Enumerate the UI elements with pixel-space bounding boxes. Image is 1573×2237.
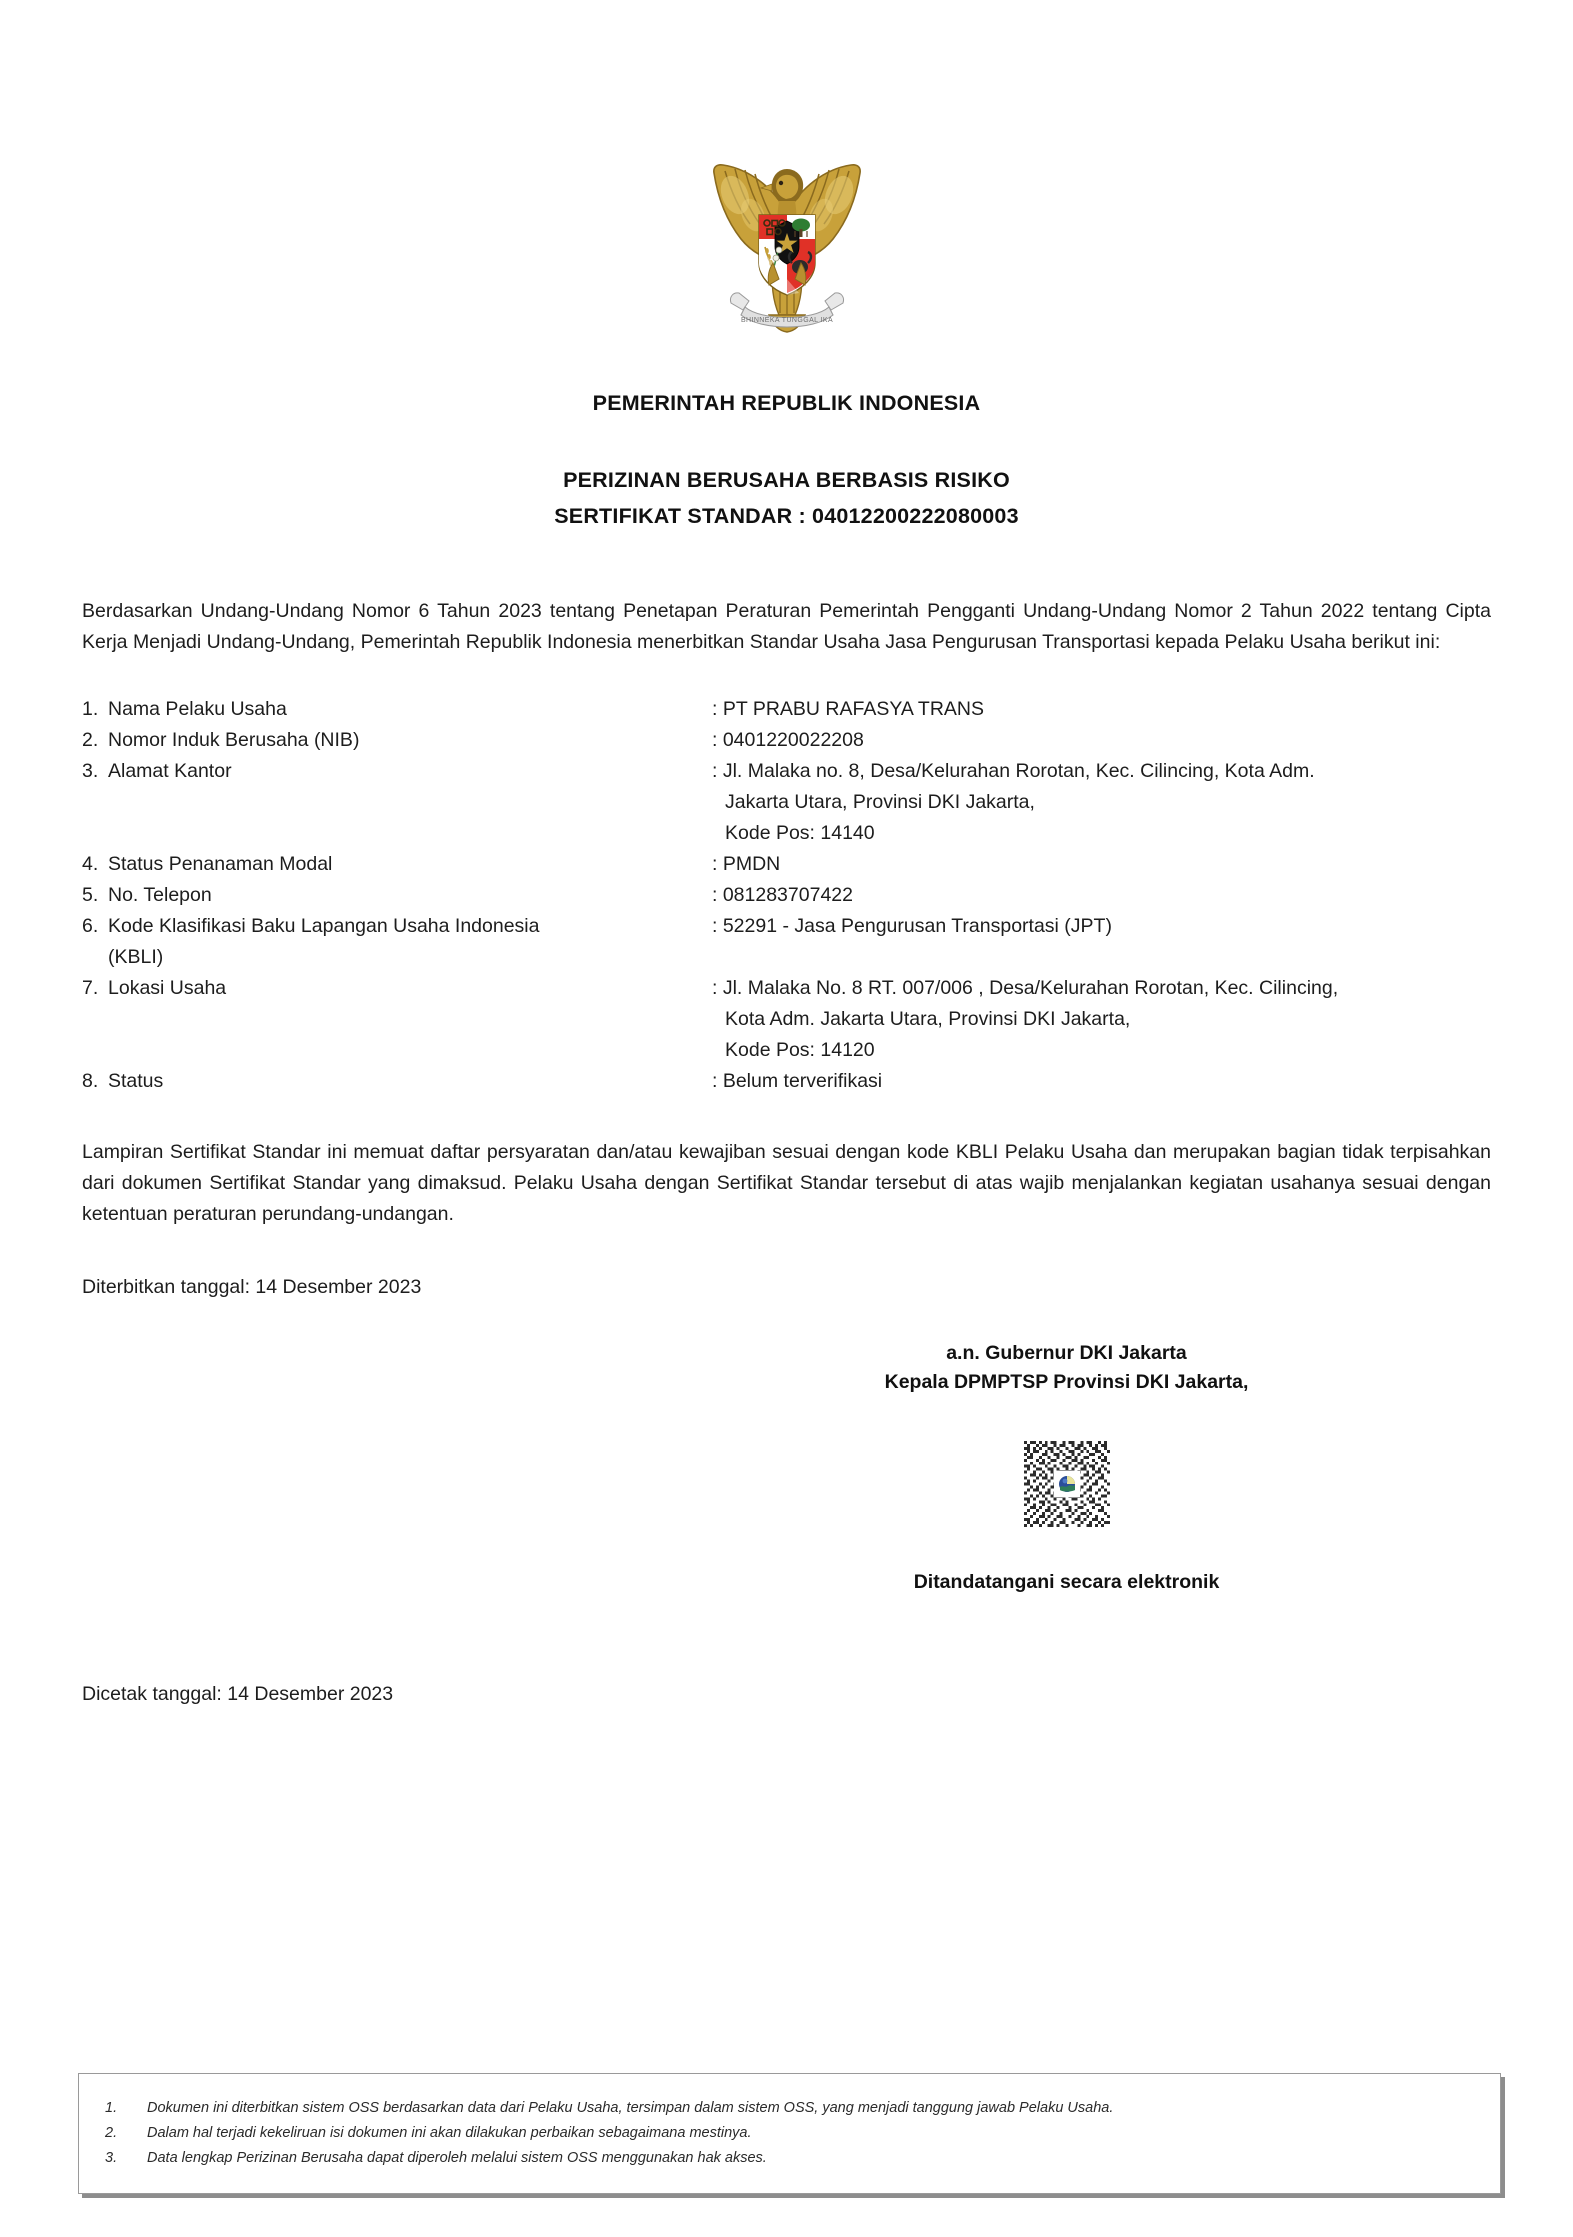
detail-value-line-4: : PMDN: [712, 853, 781, 875]
detail-value-line-8: : Belum terverifikasi: [712, 1070, 883, 1092]
table-row: [82, 756, 1491, 849]
detail-value-2: [712, 725, 1491, 756]
detail-label-3: [82, 756, 712, 849]
detail-number-3: 3.: [82, 760, 99, 782]
detail-number-1: 1.: [82, 698, 99, 720]
footer-note-number-3: 3.: [105, 2150, 118, 2166]
detail-value-3: [712, 756, 1491, 849]
detail-number-4: 4.: [82, 853, 99, 875]
table-row: [82, 849, 1491, 880]
intro-paragraph: Berdasarkan Undang-Undang Nomor 6 Tahun 2023 tentang Penetapan Peraturan Pemerintah Pengganti Undang-Undang Nomor 2 Tahun 2022 tentang Cipta Kerja Menjadi Undang-Undang, Pemerintah Republik Indonesia menerbitkan Standar Usaha Jasa Pengurusan Transportasi kepada Pelaku Usaha berikut ini:: [82, 600, 1491, 653]
detail-number-5: 5.: [82, 884, 99, 906]
table-row: [82, 880, 1491, 911]
table-row: [82, 911, 1491, 973]
signature-authority-line2: Kepala DPMPTSP Provinsi DKI Jakarta,: [884, 1371, 1249, 1393]
footer-note-number-1: 1.: [105, 2100, 118, 2116]
list-item: [105, 2121, 1474, 2146]
qr-code[interactable]: [1024, 1441, 1110, 1527]
detail-number-7: 7.: [82, 977, 99, 999]
detail-label-text-6: Kode Klasifikasi Baku Lapangan Usaha Indonesia: [108, 915, 540, 937]
table-row: [82, 973, 1491, 1066]
detail-number-2: 2.: [82, 729, 99, 751]
garuda-pancasila-emblem: [687, 155, 887, 353]
table-row: [82, 1066, 1491, 1097]
detail-label-1: [82, 694, 712, 725]
detail-value-8: [712, 1066, 1491, 1097]
signature-authority-line1: a.n. Gubernur DKI Jakarta: [946, 1342, 1187, 1364]
detail-value-cont-3-2: Kode Pos: 14140: [725, 822, 875, 844]
list-item: [105, 2146, 1474, 2171]
detail-label-text-2: Nomor Induk Berusaha (NIB): [108, 729, 360, 751]
detail-label-text-8: Status: [108, 1070, 164, 1092]
detail-label-text-4: Status Penanaman Modal: [108, 853, 333, 875]
detail-number-8: 8.: [82, 1070, 99, 1092]
detail-label-text-5: No. Telepon: [108, 884, 212, 906]
list-item: [105, 2096, 1474, 2121]
qr-center-logo: [1054, 1471, 1080, 1497]
detail-value-5: [712, 880, 1491, 911]
issued-date: Diterbitkan tanggal: 14 Desember 2023: [82, 1276, 422, 1298]
detail-label-text-7: Lokasi Usaha: [108, 977, 227, 999]
detail-label-5: [82, 880, 712, 911]
detail-value-1: [712, 694, 1491, 725]
electronic-signature-note: Ditandatangani secara elektronik: [913, 1571, 1220, 1593]
svg-text:BHINNEKA TUNGGAL IKA: BHINNEKA TUNGGAL IKA: [740, 317, 833, 324]
detail-value-line-3: : Jl. Malaka no. 8, Desa/Kelurahan Rorotan, Kec. Cilincing, Kota Adm.: [712, 760, 1315, 782]
header-country: PEMERINTAH REPUBLIK INDONESIA: [592, 391, 981, 415]
footer-notes-list: [105, 2096, 1474, 2171]
printed-date: Dicetak tanggal: 14 Desember 2023: [82, 1683, 394, 1705]
detail-value-line-2: : 0401220022208: [712, 729, 864, 751]
detail-label-6: [82, 911, 712, 973]
detail-label-4: [82, 849, 712, 880]
signature-block: [82, 1339, 1491, 1594]
detail-value-line-6: : 52291 - Jasa Pengurusan Transportasi (JPT): [712, 915, 1112, 937]
details-table: [82, 694, 1491, 1097]
detail-value-cont-7-1: Kota Adm. Jakarta Utara, Provinsi DKI Jakarta,: [725, 1008, 1131, 1030]
detail-label-2: [82, 725, 712, 756]
detail-number-6: 6.: [82, 915, 99, 937]
qr-code-container: [642, 1441, 1491, 1527]
emblem-container: [0, 0, 1573, 353]
footer-note-text-2: Dalam hal terjadi kekeliruan isi dokumen ini akan dilakukan perbaikan sebagaimana mestinya.: [147, 2125, 752, 2141]
detail-value-cont-3-1: Jakarta Utara, Provinsi DKI Jakarta,: [725, 791, 1035, 813]
detail-label-text-1: Nama Pelaku Usaha: [108, 698, 287, 720]
header-title-line2: SERTIFIKAT STANDAR : 04012200222080003: [554, 504, 1019, 528]
table-row: [82, 694, 1491, 725]
detail-label-7: [82, 973, 712, 1066]
detail-value-cont-7-2: Kode Pos: 14120: [725, 1039, 875, 1061]
detail-value-line-1: : PT PRABU RAFASYA TRANS: [712, 698, 985, 720]
detail-label-text-3: Alamat Kantor: [108, 760, 232, 782]
detail-value-line-5: : 081283707422: [712, 884, 853, 906]
detail-value-line-7: : Jl. Malaka No. 8 RT. 007/006 , Desa/Kelurahan Rorotan, Kec. Cilincing,: [712, 977, 1339, 999]
detail-value-6: [712, 911, 1491, 973]
qr-logo-graphic: [1056, 1473, 1078, 1495]
footer-note-number-2: 2.: [105, 2125, 118, 2141]
detail-label-cont-6: (KBLI): [108, 946, 164, 968]
document-body: [0, 596, 1573, 1710]
detail-value-4: [712, 849, 1491, 880]
footer-notes-box: [78, 2073, 1501, 2194]
table-row: [82, 725, 1491, 756]
header-title-line1: PERIZINAN BERUSAHA BERBASIS RISIKO: [563, 468, 1010, 492]
footer-note-text-3: Data lengkap Perizinan Berusaha dapat diperoleh melalui sistem OSS menggunakan hak akses.: [147, 2150, 767, 2166]
closing-paragraph: Lampiran Sertifikat Standar ini memuat daftar persyaratan dan/atau kewajiban sesuai dengan kode KBLI Pelaku Usaha dan merupakan bagian tidak terpisahkan dari dokumen Sertifikat Standar yang dimaksud. Pelaku Usaha dengan Sertifikat Standar tersebut di atas wajib menjalankan kegiatan usahanya sesuai dengan ketentuan peraturan perundang-undangan.: [82, 1141, 1491, 1225]
detail-value-7: [712, 973, 1491, 1066]
details-table-body: [82, 694, 1491, 1097]
detail-label-8: [82, 1066, 712, 1097]
footer-note-text-1: Dokumen ini diterbitkan sistem OSS berdasarkan data dari Pelaku Usaha, tersimpan dalam sistem OSS, yang menjadi tanggung jawab Pelaku Usaha.: [147, 2100, 1114, 2116]
